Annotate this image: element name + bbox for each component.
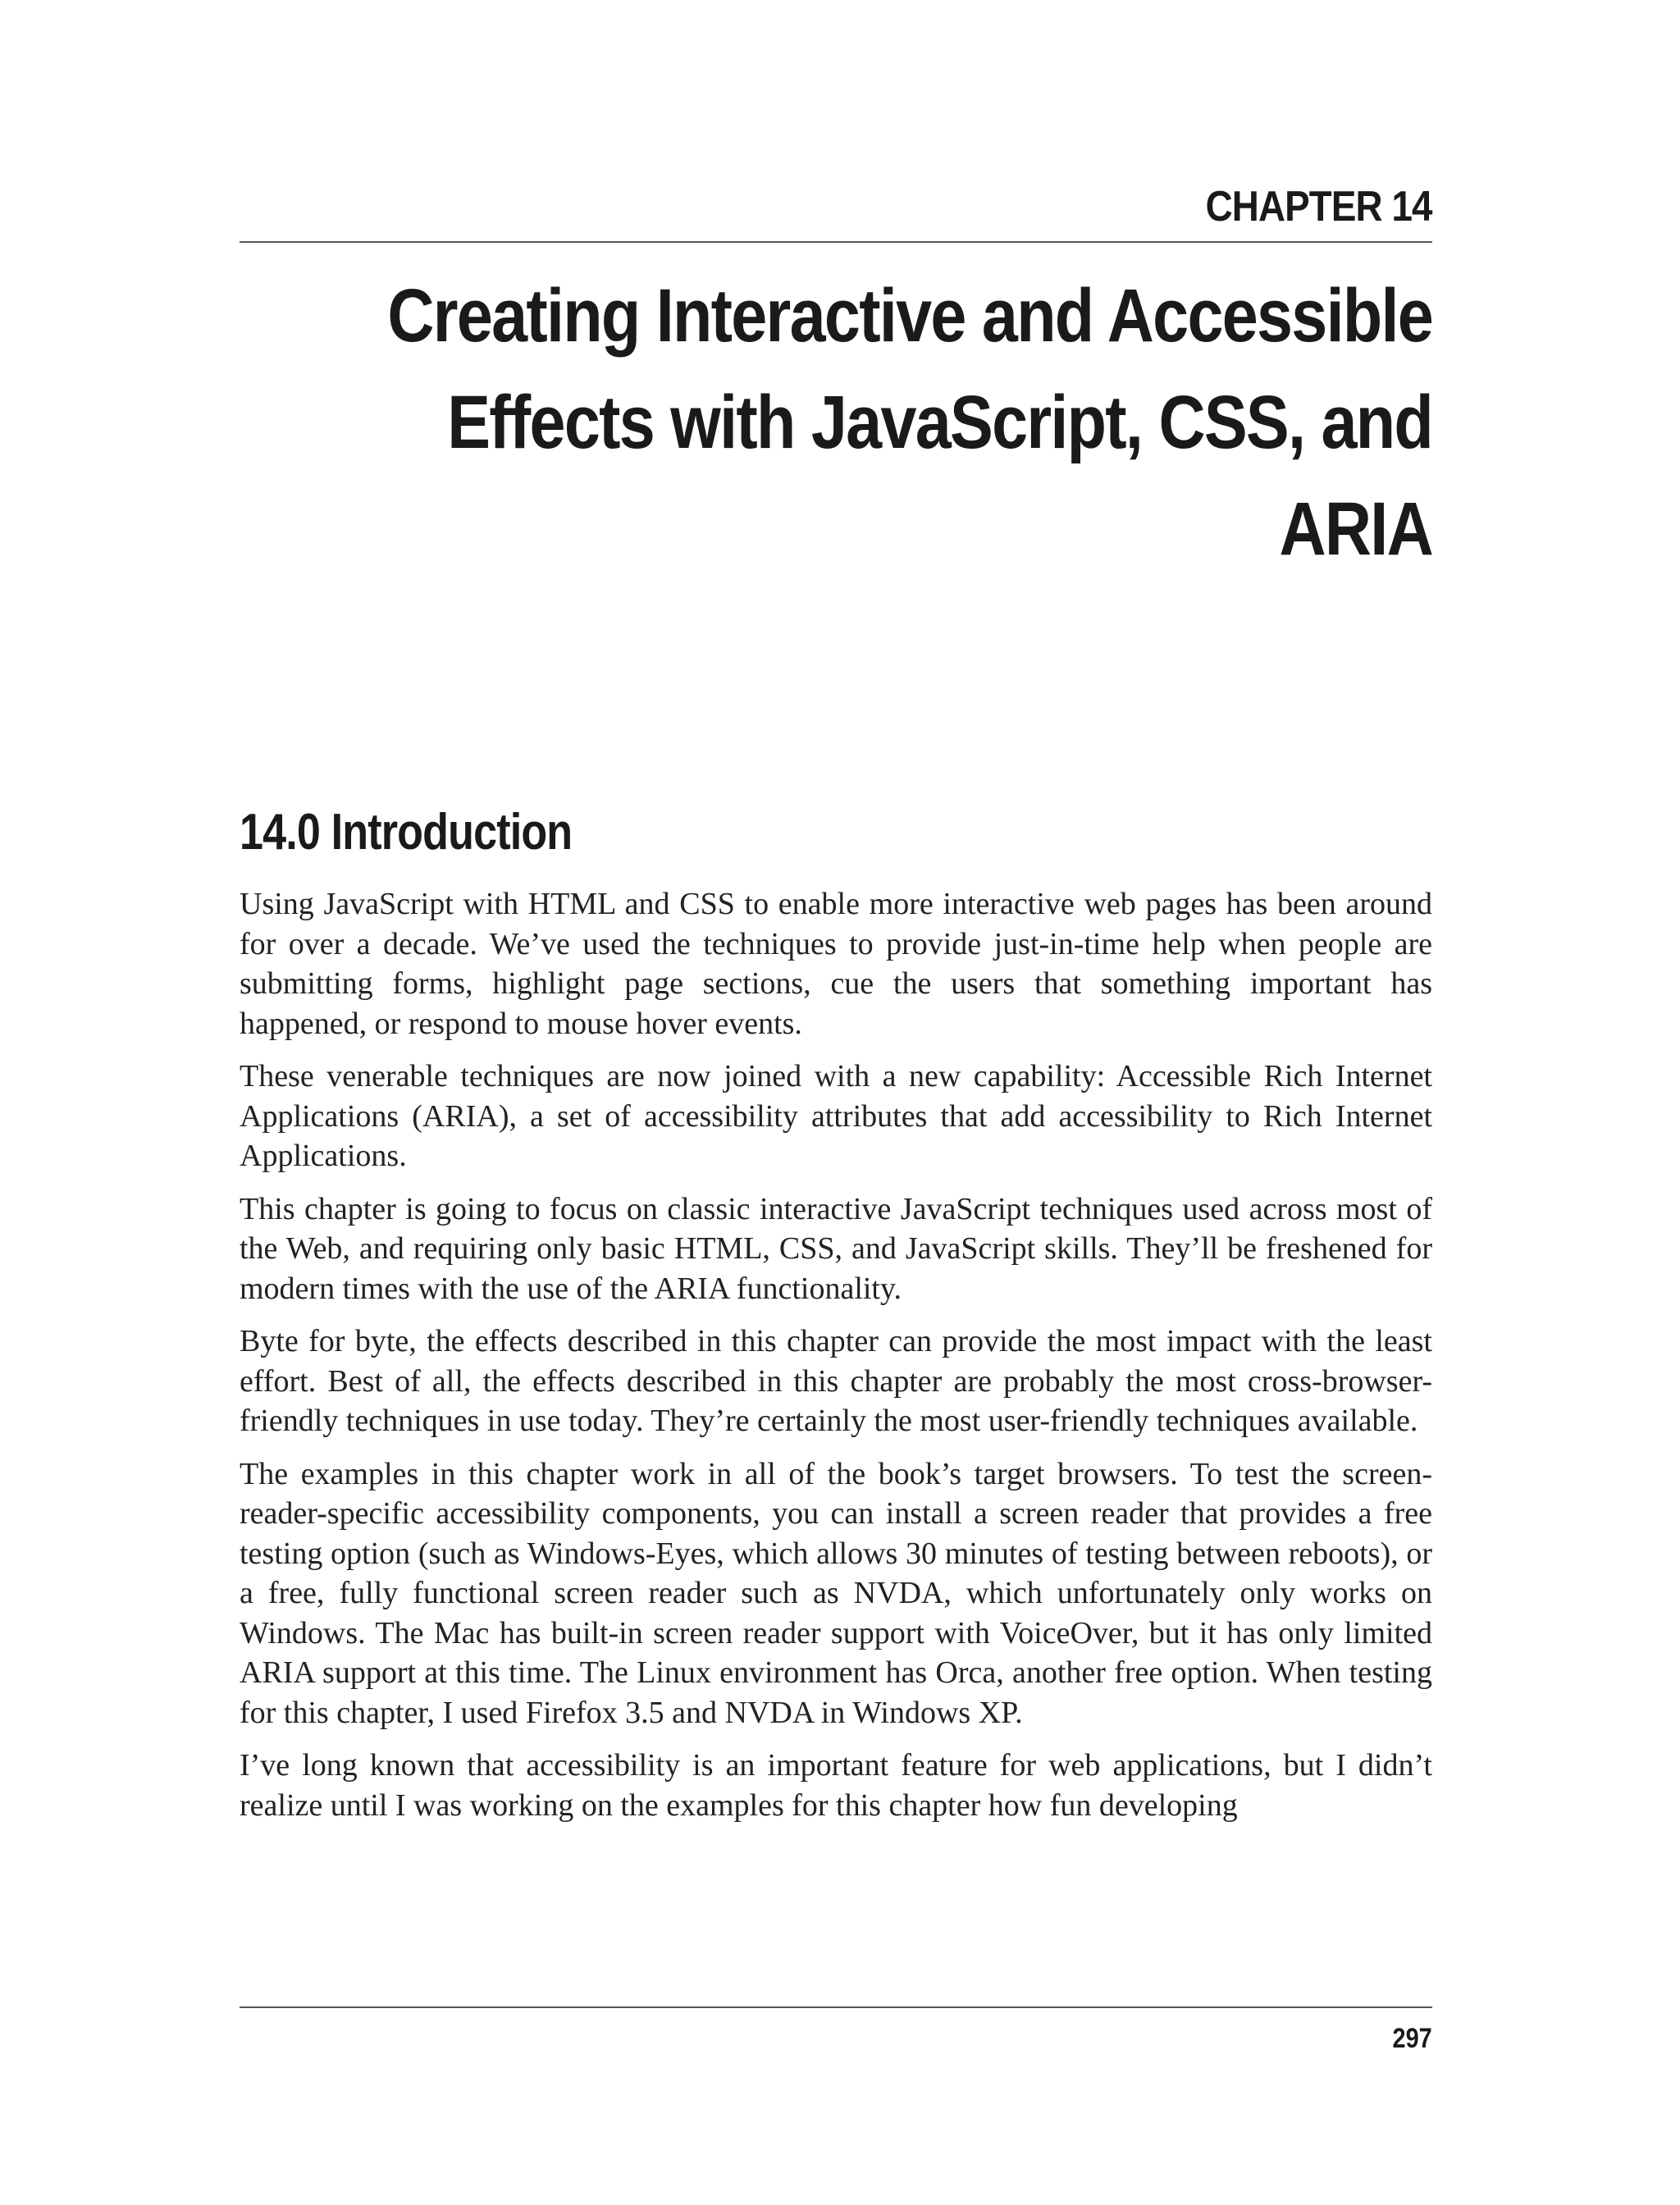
footer-rule	[240, 2006, 1432, 2008]
paragraph: I’ve long known that accessibility is an important feature for web applications, but I didn’t realize until I was working on the examples for this chapter how fun developing	[240, 1748, 1432, 1823]
paragraph: These venerable techniques are now joined with a new capability: Accessible Rich Internet Applications (ARIA), a set of accessibility attributes that add accessibility to Rich Internet Applications.	[240, 1059, 1432, 1173]
book-page	[240, 0, 1432, 2205]
page-number: 297	[1392, 2023, 1432, 2054]
paragraph: This chapter is going to focus on classic interactive JavaScript techniques used across most of the Web, and requiring only basic HTML, CSS, and JavaScript skills. They’ll be freshened for modern times with the use of the ARIA functionality.	[240, 1191, 1432, 1306]
paragraph: Byte for byte, the effects described in this chapter can provide the most impact with the least effort. Best of all, the effects described in this chapter are probably the most cross-browser-friendly techniques in use today. They’re certainly the most user-friendly techniques available.	[240, 1324, 1432, 1438]
chapter-title-line-1: Creating Interactive and Accessible	[387, 274, 1432, 358]
chapter-label: CHAPTER 14	[1205, 183, 1432, 231]
section-heading: 14.0 Introduction	[240, 804, 573, 861]
chapter-title-line-2: Effects with JavaScript, CSS, and ARIA	[447, 381, 1432, 571]
paragraph: Using JavaScript with HTML and CSS to enable more interactive web pages has been around for over a decade. We’ve used the techniques to provide just-in-time help when people are submitting forms, highlight page sections, cue the users that something important has happened, or respond to mouse hover events.	[240, 887, 1432, 1041]
header-rule	[240, 241, 1432, 243]
chapter-title	[304, 262, 1432, 582]
body-text	[240, 884, 1432, 1838]
paragraph: The examples in this chapter work in all of the book’s target browsers. To test the screen-reader-specific accessibility components, you can install a screen reader that provides a free testing option (such as Windows-Eyes, which allows 30 minutes of testing between reboots), or a free, fully functional screen reader such as NVDA, which unfortunately only works on Windows. The Mac has built-in screen reader support with VoiceOver, but it has only limited ARIA support at this time. The Linux environment has Orca, another free option. When testing for this chapter, I used Firefox 3.5 and NVDA in Windows XP.	[240, 1456, 1432, 1730]
